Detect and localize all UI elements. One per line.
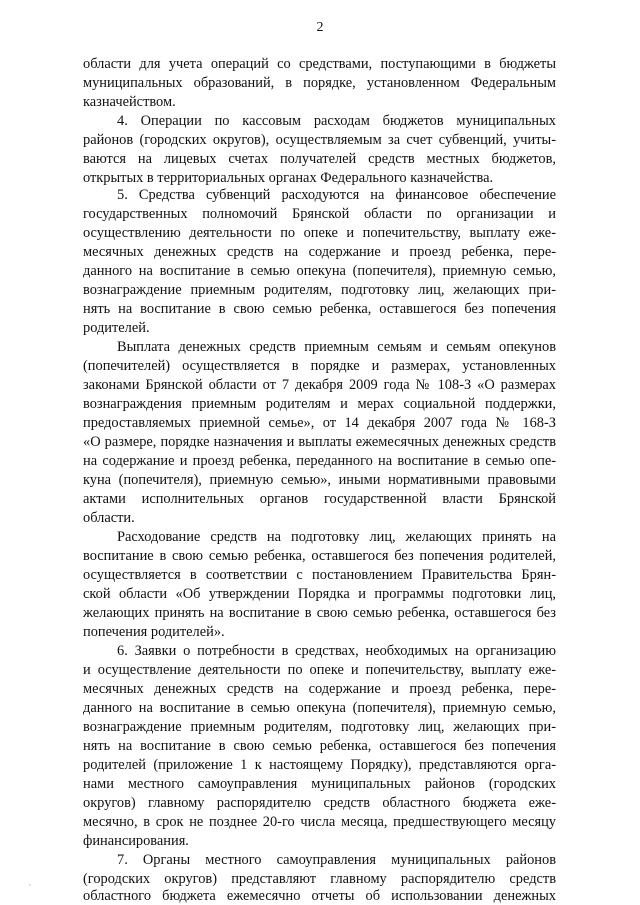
text-line: Выплата денежных средств приемным семьям и семьям опекунов [117,339,556,355]
text-line: 7. Органы местного самоуправления муниципальных районов [117,852,556,868]
text-line: Расходование средств на подготовку лиц, желающих принять на [117,529,556,545]
text-line: открытых в территориальных органах Федерального казначейства. [83,170,494,186]
text-line: предоставляемых приемной семье», от 14 декабря 2007 года № 168-З [83,415,556,431]
text-line: и осуществление деятельности по опеке и попечительству, выплату еже- [83,662,556,678]
text-line: вознаграждение приемным родителям, подготовку лиц, желающих при- [83,282,556,298]
page-number: 2 [316,20,324,35]
text-line: «О размере, порядке назначения и выплаты ежемесячных денежных средств [83,434,556,450]
text-line: на содержание и проезд ребенка, переданного на воспитание в семью опе- [83,453,556,469]
text-line: финансирования. [83,833,189,849]
text-line: данного на воспитание в семью опекуна (попечителя), приемную семью, [83,700,556,716]
text-line: (городских округов) представляют главному распорядителю средств [83,871,556,887]
text-line: области. [83,510,135,526]
text-line: воспитание в свою семью ребенка, оставшегося без попечения родителей, [83,548,556,564]
scan-speck [29,884,31,886]
text-line: 5. Средства субвенций расходуются на финансовое обеспечение [117,187,556,203]
text-line: (попечителей) осуществляется в порядке и размерах, установленных [83,358,556,374]
text-line: ваются на лицевых счетах получателей средств местных бюджетов, [83,151,556,167]
text-line: нять на воспитание в свою семью ребенка, оставшегося без попечения [83,738,556,754]
text-line: области для учета операций со средствами, поступающими в бюджеты [83,56,556,72]
text-line: нами местного самоуправления муниципальных районов (городских [83,776,556,792]
text-line: муниципальных образований, в порядке, установленном Федеральным [83,75,556,91]
text-line: месячных денежных средств на содержание и проезд ребенка, пере- [83,681,556,697]
text-line: родителей (приложение 1 к настоящему Порядку), представляются орга- [83,757,556,773]
text-line: попечения родителей». [83,624,225,640]
text-line: законами Брянской области от 7 декабря 2009 года № 108-З «О размерах [83,377,556,393]
text-line: осуществляется в соответствии с постановлением Правительства Брян- [83,567,556,583]
text-line: куна (попечителя), приемную семью», иными нормативными правовыми [83,472,556,488]
text-line: округов) главному распорядителю средств областного бюджета еже- [83,795,556,811]
text-line: 6. Заявки о потребности в средствах, необходимых на организацию [117,643,556,659]
text-line: родителей. [83,320,150,336]
text-line: нять на воспитание в свою семью ребенка, оставшегося без попечения [83,301,556,317]
text-line: вознаграждения приемным родителям и мерах социальной поддержки, [83,396,556,412]
text-line: вознаграждение приемным родителям, подготовку лиц, желающих при- [83,719,556,735]
text-line: желающих принять на воспитание в свою семью ребенка, оставшегося без [83,605,556,621]
text-line: казначейством. [83,94,176,110]
text-line: осуществлению деятельности по опеке и попечительству, выплату еже- [83,225,556,241]
text-line: областного бюджета ежемесячно отчеты об использовании денежных [83,888,556,904]
text-line: государственных полномочий Брянской области по организации и [83,206,556,222]
text-line: данного на воспитание в семью опекуна (попечителя), приемную семью, [83,263,556,279]
text-line: месячно, в срок не позднее 20-го числа месяца, предшествующего месяцу [83,814,556,830]
text-line: ской области «Об утверждении Порядка и программы подготовки лиц, [83,586,556,602]
text-line: 4. Операции по кассовым расходам бюджетов муниципальных [117,113,556,129]
text-line: актами исполнительных органов государственной власти Брянской [83,491,556,507]
text-line: районов (городских округов), осуществляемым за счет субвенций, учиты- [83,132,556,148]
text-line: месячных денежных средств на содержание и проезд ребенка, пере- [83,244,556,260]
